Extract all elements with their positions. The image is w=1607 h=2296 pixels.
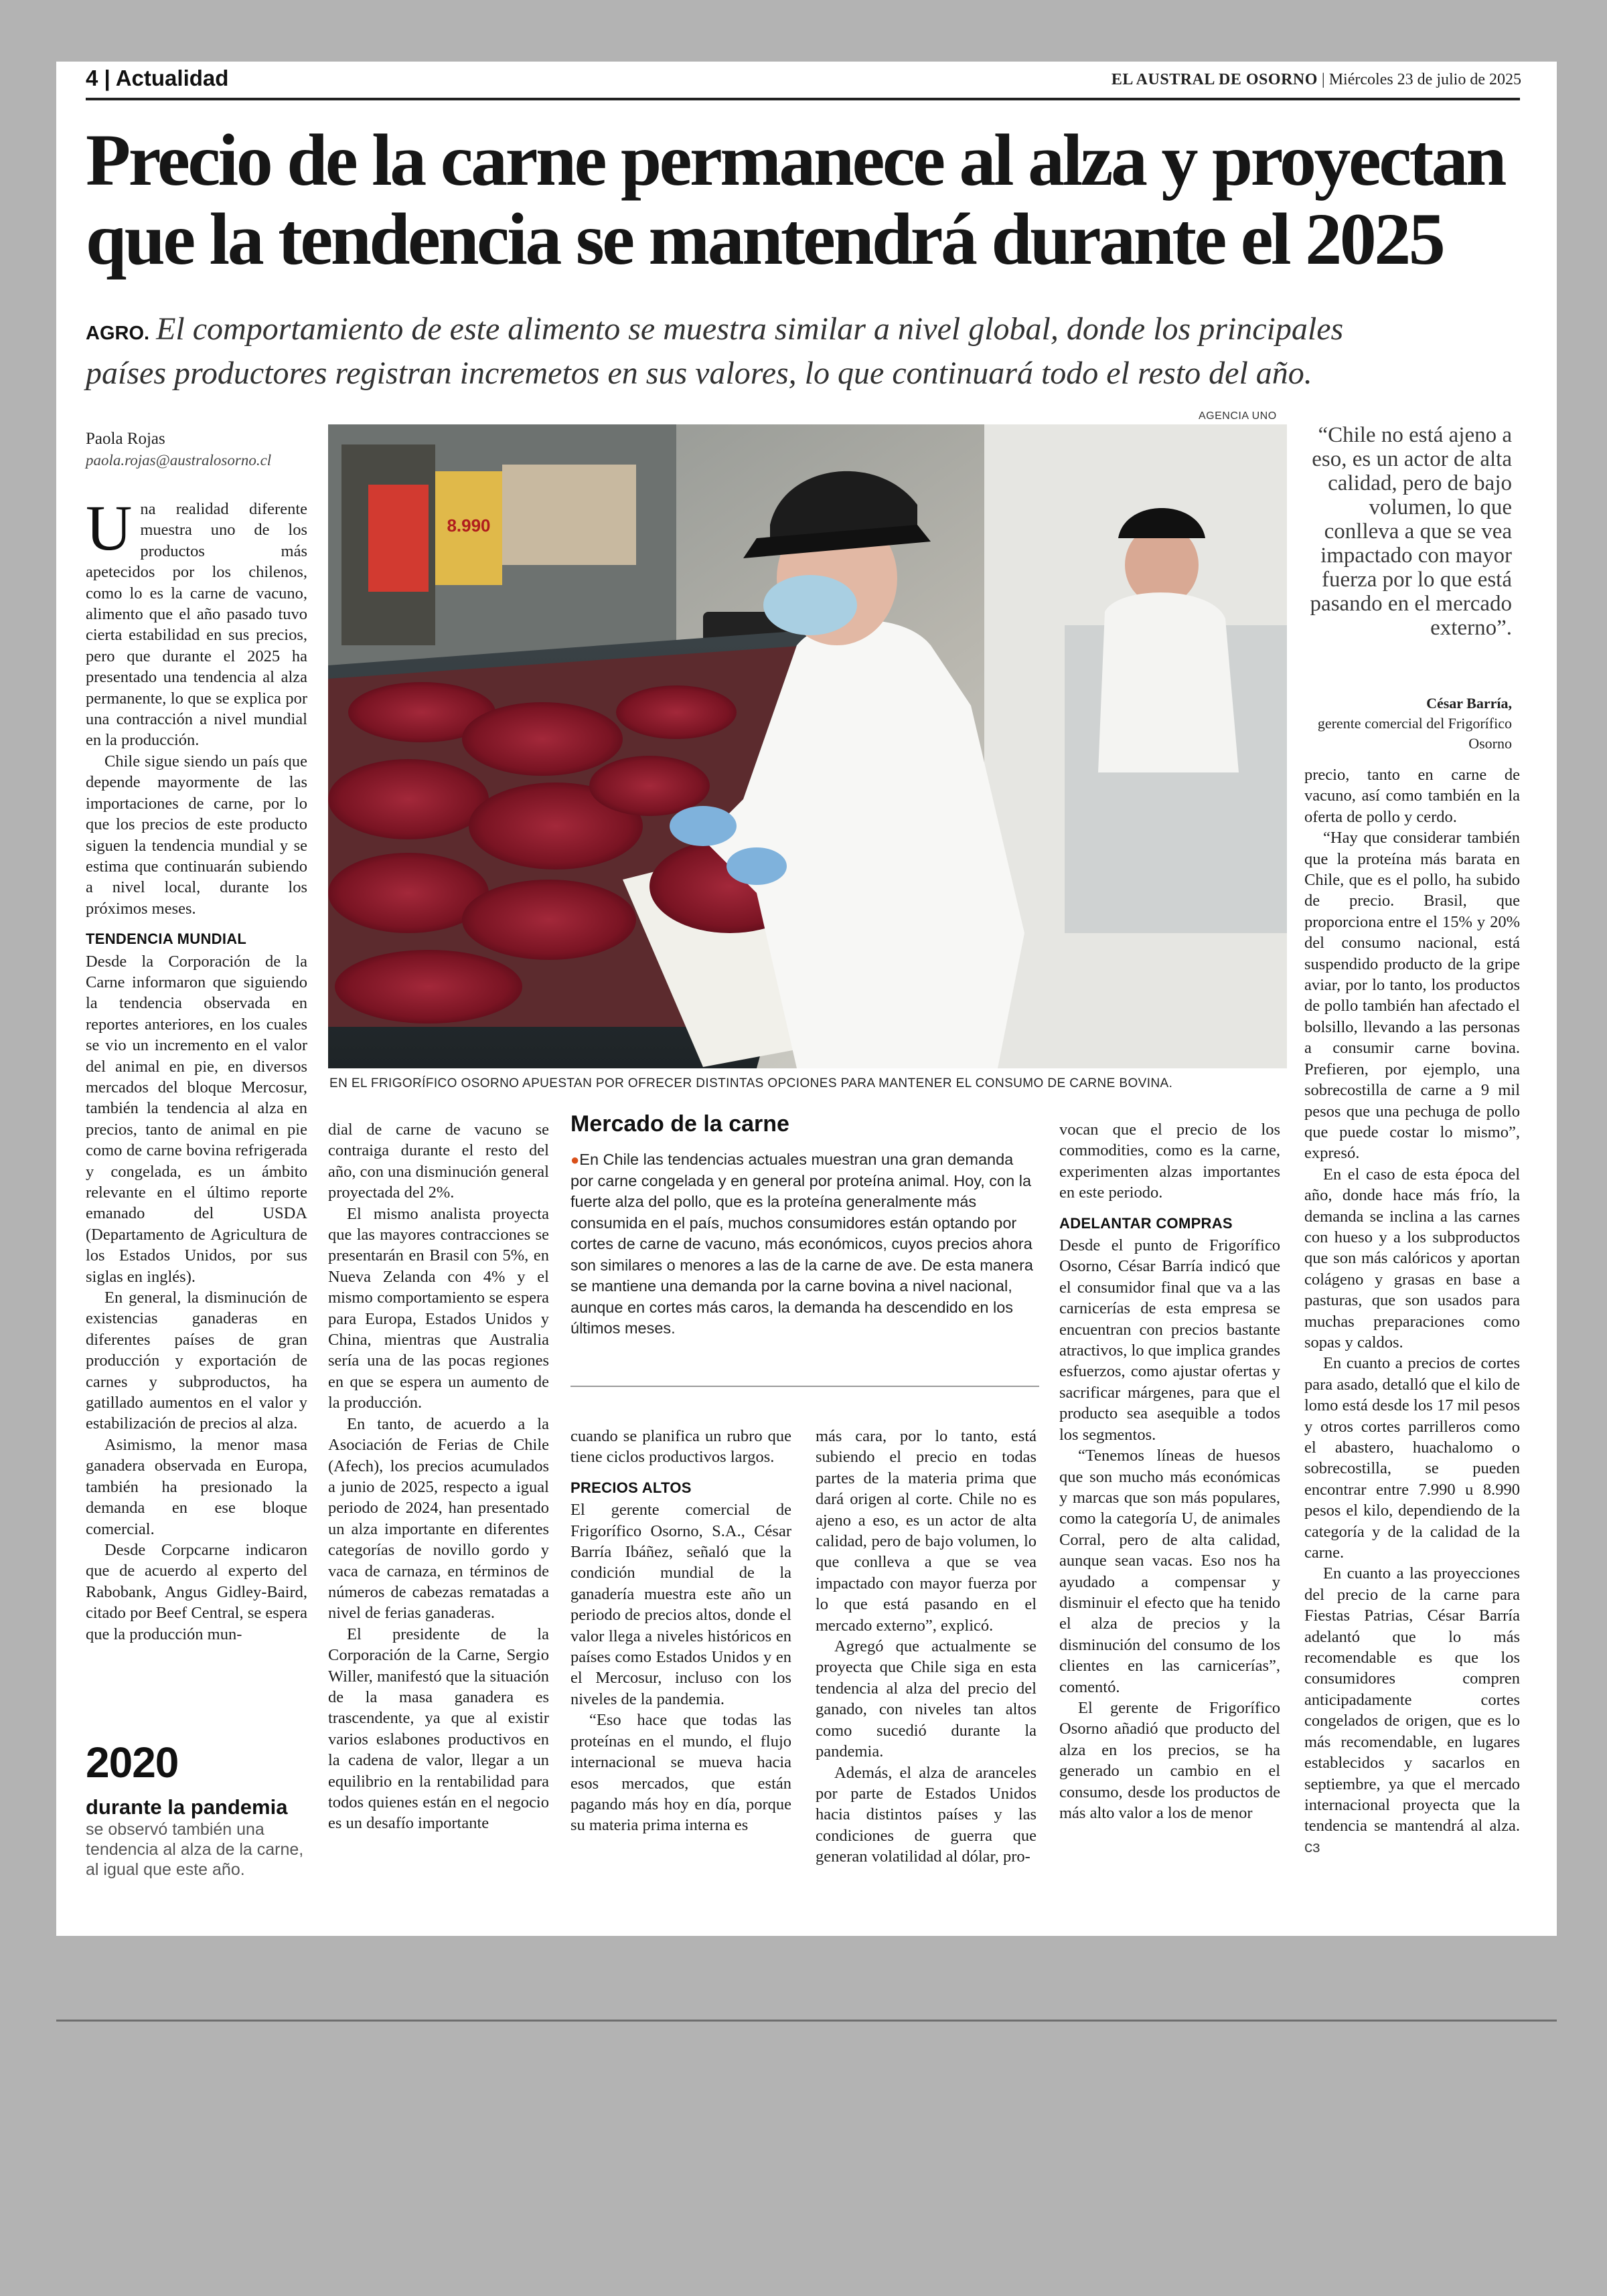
deck-line-1: El comportamiento de este alimento se muestra similar a nivel global, donde los principales (156, 311, 1344, 347)
stat-lead: durante la pandemia (86, 1795, 288, 1819)
pull-quote-role: gerente comercial del Frigorífico Osorno (1317, 715, 1512, 752)
publication-header: EL AUSTRAL DE OSORNO | Miércoles 23 de julio de 2025 (1111, 71, 1521, 88)
col1-paragraph-3: Desde la Corporación de la Carne informaron que siguiendo la tendencia observada en reportes anteriores, en los cuales se vio un incremento en el valor del animal en pie, en diversos mercados del bloque Mercosur, también la tendencia al alza en precios, tanto de animal en pie como de carne bovina refrigerada y congelada, es un ámbito relevante en el último reporte emanado del USDA (Departamento de Agricultura de los Estados Unidos, por sus siglas en inglés). (86, 952, 307, 1286)
subhead-precios-altos: PRECIOS ALTOS (570, 1479, 692, 1496)
box-title: Mercado de la carne (570, 1111, 789, 1137)
store-sign-price: 8.990 (447, 515, 491, 536)
article-column-1 (86, 492, 307, 1645)
publication-name: EL AUSTRAL DE OSORNO (1111, 71, 1318, 88)
col1-paragraph-5: Asimismo, la menor masa ganadera observada en Europa, también ha presionado la demanda en ese bloque comercial. (86, 1435, 307, 1538)
col6-paragraph-5-text: En cuanto a las proyecciones del precio de la carne para Fiestas Patrias, César Barría adelantó que lo más recomendable es que los consumidores compren anticipadamente cortes congelados de origen, que es lo más recomendable, en lugares establecidos y sacarlos en septiembre, ya que el mercado internacional proyecta que la tendencia se mantendrá al alza. (1304, 1564, 1520, 1835)
bottom-rule (56, 2020, 1557, 2022)
publication-date: Miércoles 23 de julio de 2025 (1328, 71, 1521, 88)
col4-paragraph-2: Agregó que actualmente se proyecta que Chile siga en esta tendencia al alza del precio del ganado, con niveles tan altos como sucedió durante la pandemia. (816, 1637, 1037, 1761)
headline-line-2: que la tendencia se mantendrá durante el 2025 (86, 198, 1444, 280)
col3-paragraph-1: cuando se planifica un rubro que tiene ciclos productivos largos. (570, 1427, 791, 1467)
col3-paragraph-2: El gerente comercial de Frigorífico Osorno, S.A., César Barría Ibáñez, señaló que la condición mundial de la ganadería muestra este año un periodo de precios altos, donde el valor llega a niveles históricos en países como Estados Unidos y en el Mercosur, incluso con los niveles de la pandemia. (570, 1501, 791, 1708)
col2-paragraph-3: En tanto, de acuerdo a la Asociación de Ferias de Chile (Afech), los precios acumulados a junio de 2025, respecto a igual periodo de 2024, han presentado un alza importante en diferentes categorías de novillo gordo y vaca de carnaza, en términos de números de cabezas rematadas a nivel de ferias ganaderas. (328, 1414, 549, 1623)
article-column-2 (328, 1119, 549, 1834)
deck (86, 309, 1525, 394)
col5-paragraph-1: vocan que el precio de los commodities, como es la carne, experimenten alzas importantes en este periodo. (1059, 1121, 1280, 1202)
page-number: 4 (86, 66, 98, 90)
subhead-adelantar-compras: ADELANTAR COMPRAS (1059, 1214, 1233, 1232)
bullet-dot-icon: ● (570, 1151, 580, 1168)
col1-paragraph-1: na realidad diferente muestra uno de los productos más apetecidos por los chilenos, como lo es la carne de vacuno, alimento que el año pasado tuvo cierta estabilidad en sus precios, pero que durante el 2025 ha presentado una tendencia al alza permanente, lo que se explica por una contracción a nivel mundial en la producción. (86, 500, 307, 750)
article-column-5 (1059, 1119, 1280, 1823)
pull-quote: “Chile no está ajeno a eso, es un actor de alta calidad, pero de bajo volumen, lo que conlleva a que se vea impactado con mayor fuerza por lo que está pasando en el mercado externo”. (1310, 423, 1512, 640)
stat-callout (86, 1740, 307, 1880)
col6-paragraph-2: “Hay que considerar también que la proteína más barata en Chile, que es el pollo, ha subido de precio. Brasil, que proporciona entre el 15% y 20% del consumo nacional, está suspendido producto de la gripe aviar, por lo tanto, los productos de pollo también han afectado el bolsillo, llevando a las personas a consumir carne bovina. Prefieren, por ejemplo, una sobrecostilla de carne a 9 mil pesos que una pechuga de pollo que puede costar lo mismo”, expresó. (1304, 829, 1520, 1163)
col6-paragraph-1: precio, tanto en carne de vacuno, así como también en la oferta de pollo y cerdo. (1304, 766, 1520, 826)
deck-line-2: países productores registran incremetos en sus valores, lo que continuará todo el resto del año. (86, 355, 1312, 391)
col5-paragraph-3: “Tenemos líneas de huesos que son mucho más económicas y marcas que son más populares, como la categoría U, de animales Corral, pero de alta calidad, aunque sean vacas. Eso nos ha ayudado a compensar y disminuir el efecto que ha tenido el alza de precios y la disminución del consumo de los clientes en las carnicerías”, comentó. (1059, 1447, 1280, 1696)
photo-credit: AGENCIA UNO (1199, 410, 1277, 422)
col4-paragraph-3: Además, el alza de aranceles por parte de Estados Unidos hacia distintos países y las condiciones de guerra que generan volatilidad al dólar, pro- (816, 1763, 1037, 1866)
article-column-4 (816, 1426, 1037, 1868)
col5-paragraph-2: Desde el punto de Frigorífico Osorno, César Barría indicó que el consumidor final que va a las carnicerías de esta empresa se encuentran con precios bastante atractivos, lo que implica grandes esfuerzos, como ajustar ofertas y sacrificar márgenes, para que el producto sea asequible a todos los segmentos. (1059, 1236, 1280, 1444)
photo-caption: EN EL FRIGORÍFICO OSORNO APUESTAN POR OFRECER DISTINTAS OPCIONES PARA MANTENER EL CONSUMO DE CARNE BOVINA. (329, 1076, 1173, 1090)
col3-paragraph-3: “Eso hace que todas las proteínas en el mundo, el flujo internacional se mueva hacia esos mercados, que están pagando más hoy en día, porque su materia prima interna es (570, 1711, 791, 1835)
pull-quote-author: César Barría, (1426, 695, 1512, 712)
col6-paragraph-4: En cuanto a precios de cortes para asado, detalló que el kilo de lomo está desde los 17 mil pesos y otros cortes parrilleros como el abastero, huachalomo o sobrecostilla, se pueden encontrar entre 7.990 u 8.990 pesos el kilo, dependiendo de la categoría y de la calidad de la carne. (1304, 1354, 1520, 1562)
deck-kicker: AGRO. (86, 323, 150, 344)
stat-number: 2020 (86, 1738, 179, 1787)
col2-paragraph-1: dial de carne de vacuno se contraiga durante el resto del año, con una disminución general proyectada del 2%. (328, 1121, 549, 1202)
end-mark-icon: ᴄɜ (1304, 1837, 1320, 1856)
box-body: En Chile las tendencias actuales muestran una gran demanda por carne congelada y en general por proteína animal. Hoy, con la fuerte alza del pollo, que es la proteína generalmente más consumida en el país, muchos consumidores están optando por cortes de carne de vacuno, más económicos, cuyos precios ahora son similares o menores a las de la carne de ave. De esta manera se mantiene una demanda por la carne bovina a nivel nacional, aunque en cortes más caros, la demanda ha descendido en los últimos meses. (570, 1151, 1033, 1337)
folio: 4 | Actualidad (86, 66, 229, 90)
butcher-photo-illustration (328, 424, 1287, 1068)
dropcap: U (86, 492, 133, 564)
headline (86, 120, 1525, 278)
col4-paragraph-1: más cara, por lo tanto, está subiendo el precio en todas partes de la materia prima que dará origen al corte. Chile no es ajeno a eso, es un actor de alta calidad, pero de bajo volumen, lo que conlleva a que se vea impactado con mayor fuerza por lo que está pasando en el mercado externo”, explicó. (816, 1427, 1037, 1635)
col6-paragraph-3: En el caso de esta época del año, donde hace más frío, la demanda se inclina a las carnes con hueso y a los subproductos que son más calóricos y aportan colágeno y grasas en base a pasturas, que son usados para muchas preparaciones como sopas y caldos. (1304, 1165, 1520, 1351)
section-name: Actualidad (115, 66, 229, 90)
byline (86, 428, 271, 471)
byline-email: paola.rojas@australosorno.cl (86, 452, 272, 469)
article-column-6 (1304, 764, 1520, 1858)
pull-quote-attribution (1304, 693, 1512, 754)
header-rule (86, 98, 1520, 100)
col1-paragraph-6: Desde Corpcarne indicaron que de acuerdo al experto del Rabobank, Angus Gidley-Baird, citado por Beef Central, se espera que la producción mun- (86, 1540, 307, 1643)
headline-line-1: Precio de la carne permanece al alza y proyectan (86, 119, 1505, 201)
box-rule (570, 1386, 1039, 1387)
byline-author: Paola Rojas (86, 430, 165, 448)
col2-paragraph-2: El mismo analista proyecta que las mayores contracciones se presentarán en Brasil con 5%, en Nueva Zelanda con 4% y el mismo comportamiento se espera para Europa, Estados Unidos y China, mientras que Australia sería una de las pocas regiones en que se espera un aumento de la producción. (328, 1204, 549, 1412)
news-photo (328, 424, 1287, 1068)
col1-paragraph-4: En general, la disminución de existencias ganaderas en diferentes países de gran producción y exportación de carnes y subproductos, ha gatillado aumentos en el valor y estabilización de precios al alza. (86, 1289, 307, 1433)
sidebar-box (570, 1111, 1039, 1339)
col6-paragraph-5 (1304, 1563, 1520, 1858)
col2-paragraph-4: El presidente de la Corporación de la Carne, Sergio Willer, manifestó que la situación de la masa ganadera es trascendente, ya que al existir varios eslabones productivos en la cadena de valor, llegar a un equilibrio en la rentabilidad para todos quienes están en el negocio es un desafío importante (328, 1625, 549, 1833)
stat-description: se observó también una tendencia al alza de la carne, al igual que este año. (86, 1820, 304, 1879)
col5-paragraph-4: El gerente de Frigorífico Osorno añadió que producto del alza en los precios, se ha generado un cambio en el consumo, desde los productos de más alto valor a los de menor (1059, 1698, 1280, 1822)
col1-paragraph-2: Chile sigue siendo un país que depende mayormente de las importaciones de carne, por lo que los precios de este producto siguen la tendencia mundial y se estima que continuarán subiendo a nivel local, durante los próximos meses. (86, 752, 307, 918)
article-column-3 (570, 1426, 791, 1836)
subhead-tendencia-mundial: TENDENCIA MUNDIAL (86, 930, 247, 948)
